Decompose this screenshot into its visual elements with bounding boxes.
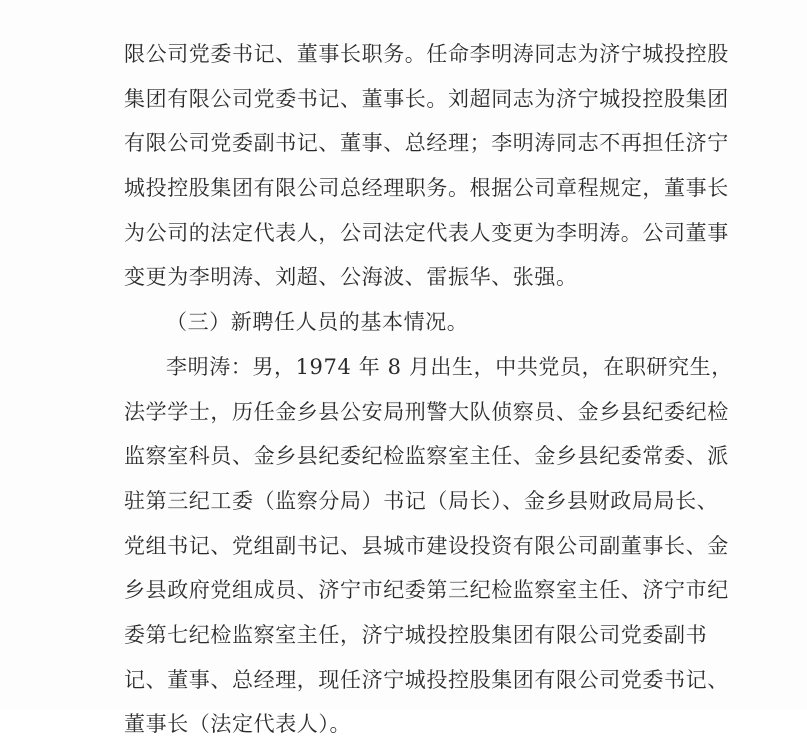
text-line: 乡县政府党组成员、济宁市纪委第三纪检监察室主任、济宁市纪 xyxy=(124,578,729,603)
text-line: 有限公司党委副书记、董事、总经理；李明涛同志不再担任济宁 xyxy=(124,131,729,156)
section-heading: （三）新聘任人员的基本情况。 xyxy=(166,310,469,335)
body-text xyxy=(124,32,733,747)
text-line: 李明涛：男，1974 年 8 月出生，中共党员，在职研究生， xyxy=(166,354,733,379)
text-line: 为公司的法定代表人，公司法定代表人变更为李明涛。公司董事 xyxy=(124,220,729,245)
text-line: 城投控股集团有限公司总经理职务。根据公司章程规定，董事长 xyxy=(124,176,729,201)
text-line: 记、董事、总经理，现任济宁城投控股集团有限公司党委书记、 xyxy=(124,667,729,692)
text-line: 董事长（法定代表人）。 xyxy=(124,712,352,737)
text-line: 驻第三纪工委（监察分局）书记（局长）、金乡县财政局局长、 xyxy=(124,488,719,513)
text-line: 党组书记、党组副书记、县城市建设投资有限公司副董事长、金 xyxy=(124,533,729,558)
text-line: 变更为李明涛、刘超、公海波、雷振华、张强。 xyxy=(124,265,578,290)
text-line: 委第七纪检监察室主任，济宁城投控股集团有限公司党委副书 xyxy=(124,622,708,647)
text-line: 限公司党委书记、董事长职务。任命李明涛同志为济宁城投控股 xyxy=(124,42,729,66)
text-line: 法学学士，历任金乡县公安局刑警大队侦察员、金乡县纪委纪检 xyxy=(124,399,729,424)
text-line: 监察室科员、金乡县纪委纪检监察室主任、金乡县纪委常委、派 xyxy=(124,444,729,469)
text-line: 集团有限公司党委书记、董事长。刘超同志为济宁城投控股集团 xyxy=(124,86,729,111)
